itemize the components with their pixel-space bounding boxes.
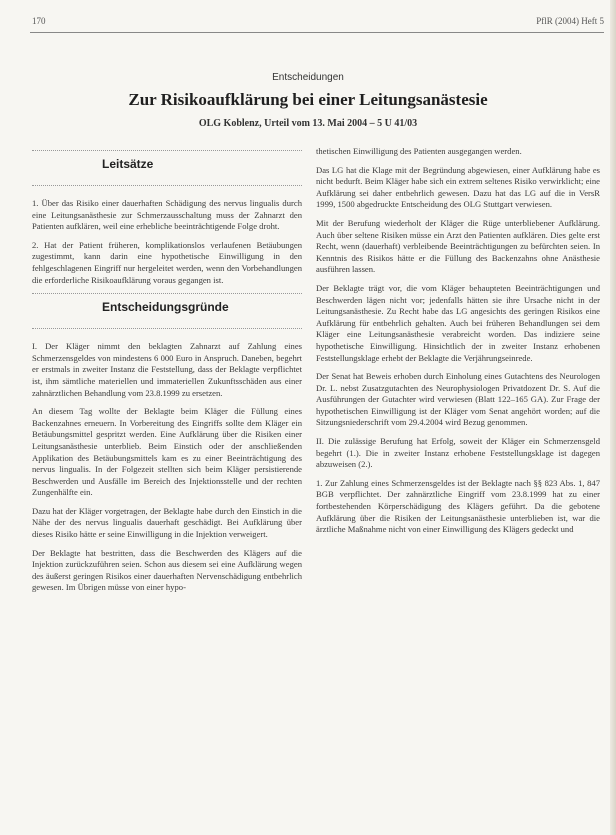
body-paragraph: Mit der Berufung wiederholt der Kläger die Rüge unterbliebener Aufklärung. Auch über seltene Risiken müsse ein Arzt den Patienten aufklären. Dies gelte erst Recht, wenn (dauerhaft) verbleibende Beeinträchtigungen zu befürchten seien. In Kenntnis des Risikos hätte er die Füllung des Backenzahns ohne Anästhesie ausführen lassen. xyxy=(316,217,600,275)
body-paragraph: II. Die zulässige Berufung hat Erfolg, soweit der Kläger ein Schmerzensgeld begehrt (1.). Die in zweiter Instanz erhobene Feststellungsklage ist dagegen abzuweisen (2.). xyxy=(316,436,600,470)
court-citation: OLG Koblenz, Urteil vom 13. Mai 2004 – 5 U 41/03 xyxy=(198,118,418,129)
leitsatz-paragraph: 1. Über das Risiko einer dauerhaften Schädigung des nervus lingualis durch eine Leitungsanästhesie zur Schmerzausschaltung muss der Zahnarzt den Patienten aufklären, weil eine erhebliche beeinträchtigende Folge droht. xyxy=(32,198,302,232)
header-rule xyxy=(30,32,604,33)
page-number: 170 xyxy=(32,16,46,26)
left-column xyxy=(32,146,302,601)
body-paragraph: Das LG hat die Klage mit der Begründung abgewiesen, einer Aufklärung habe es nicht bedurft. Beim Kläger habe sich ein extrem seltenes Risiko verwirklicht; eine Aufklärung sei daher entbehrlich gewesen. Dazu hat das LG auf die in VersR 1999, 1500 abgedruckte Entscheidung des OLG Stuttgart verwiesen. xyxy=(316,164,600,210)
leitsatz-paragraph: 2. Hat der Patient früheren, komplikationslos verlaufenen Betäubungen zugestimmt, kann darin eine hypothetische Einwilligung in den fehlgeschlagenen Eingriff nur hergeleitet werden, wenn den Vorbehandlungen die erforderliche Risikoaufklärung voraus gegangen ist. xyxy=(32,239,302,285)
body-paragraph: 1. Zur Zahlung eines Schmerzensgeldes ist der Beklagte nach §§ 823 Abs. 1, 847 BGB verpflichtet. Der zahnärztliche Eingriff vom 23.8.1999 hat zu einer fortbestehenden Körperschädigung des Klägers geführt. Da die gebotene Aufklärung über die Risiken der Leitungsanästhesie unterblieben ist, war die ärztliche Maßnahme nicht von einer Einwilligung des Klägers gedeckt und xyxy=(316,477,600,535)
body-paragraph: An diesem Tag wollte der Beklagte beim Kläger die Füllung eines Backenzahnes erneuern. In Vorbereitung des Eingriffs sollte dem Kläger ein Betäubungsmittel gespritzt werden. Eine Aufklärung über die Risiken einer Leitungsanästhesie unterblieb. Beim Einstich oder der anschließenden Applikation des Betäubungsmittels kam es zu einer Beeinträchtigung des nervus lingualis. In der Folgezeit stellten sich beim Kläger persistierende Beschwerden und Ausfälle im Bereich des Injektionsstelle und der rechten Zungenhälfte ein. xyxy=(32,406,302,498)
body-paragraph: Der Beklagte trägt vor, die vom Kläger behaupteten Beeinträchtigungen und Beschwerden lägen nicht vor; jedenfalls hätten sie ihre Ursache nicht in der Leitungsanästhesie. Zu Recht habe das LG angesichts des geringen Risikos eine Aufklärung für entbehrlich gehalten. Auch bei früheren Behandlungen sei dem Kläger eine Leitungsanästhesie verabreicht worden. Das indiziere seine hypothetische Einwilligung. Hinsichtlich der in zweiter Instanz erhobenen Feststellungsklage erhebt der Beklagte die Verjährungseinrede. xyxy=(316,282,600,363)
body-paragraph: Der Beklagte hat bestritten, dass die Beschwerden des Klägers auf die Injektion zurückzuführen seien. Schon aus diesem sei eine Aufklärung wegen des äußerst geringen Risikos einer dauerhaften Nervenschädigung entbehrlich gewesen. Im Übrigen müsse von einer hypo- xyxy=(32,547,302,593)
body-paragraph: Dazu hat der Kläger vorgetragen, der Beklagte habe durch den Einstich in die Nähe der des nervus lingualis dauerhaft geschädigt. Bei Aufklärung über dieses Risiko hätte er seine Einwilligung in die Injektion verweigert. xyxy=(32,505,302,540)
body-paragraph: thetischen Einwilligung des Patienten ausgegangen werden. xyxy=(316,146,522,156)
body-paragraph: Der Senat hat Beweis erhoben durch Einholung eines Gutachtens des Neurologen Dr. L. nebst Zusatzgutachten des Neurophysiologen Privatdozent Dr. S. Auf die Ausführungen der Gutachter wird verwiesen (Blatt 122–165 GA). Zur Frage der hypothetischen Einwilligung ist der Kläger vom Senat angehört worden; auf die Sitzungsniederschrift vom 29.4.2004 wird Bezug genommen. xyxy=(316,371,600,428)
running-header xyxy=(32,16,604,30)
right-column xyxy=(316,146,600,543)
leitsaetze-heading: Leitsätze xyxy=(32,150,302,186)
body-paragraph: I. Der Kläger nimmt den beklagten Zahnarzt auf Zahlung eines Schmerzensgeldes von mindestens 6 000 Euro in Anspruch. Daneben, begehrt er erstmals in zweiter Instanz die Feststellung, dass der Beklagte verpflichtet ist, ihm sämtliche materiellen und immateriellen Zukunftsschäden aus einer zahnärztlichen Behandlung vom 23.8.1999 zu ersetzen. xyxy=(32,341,302,398)
journal-reference: PflR (2004) Heft 5 xyxy=(536,16,604,26)
article-title: Zur Risikoaufklärung bei einer Leitungsanästesie xyxy=(128,90,488,109)
section-label: Entscheidungen xyxy=(272,72,344,83)
entscheidungsgruende-heading: Entscheidungsgründe xyxy=(32,293,302,329)
